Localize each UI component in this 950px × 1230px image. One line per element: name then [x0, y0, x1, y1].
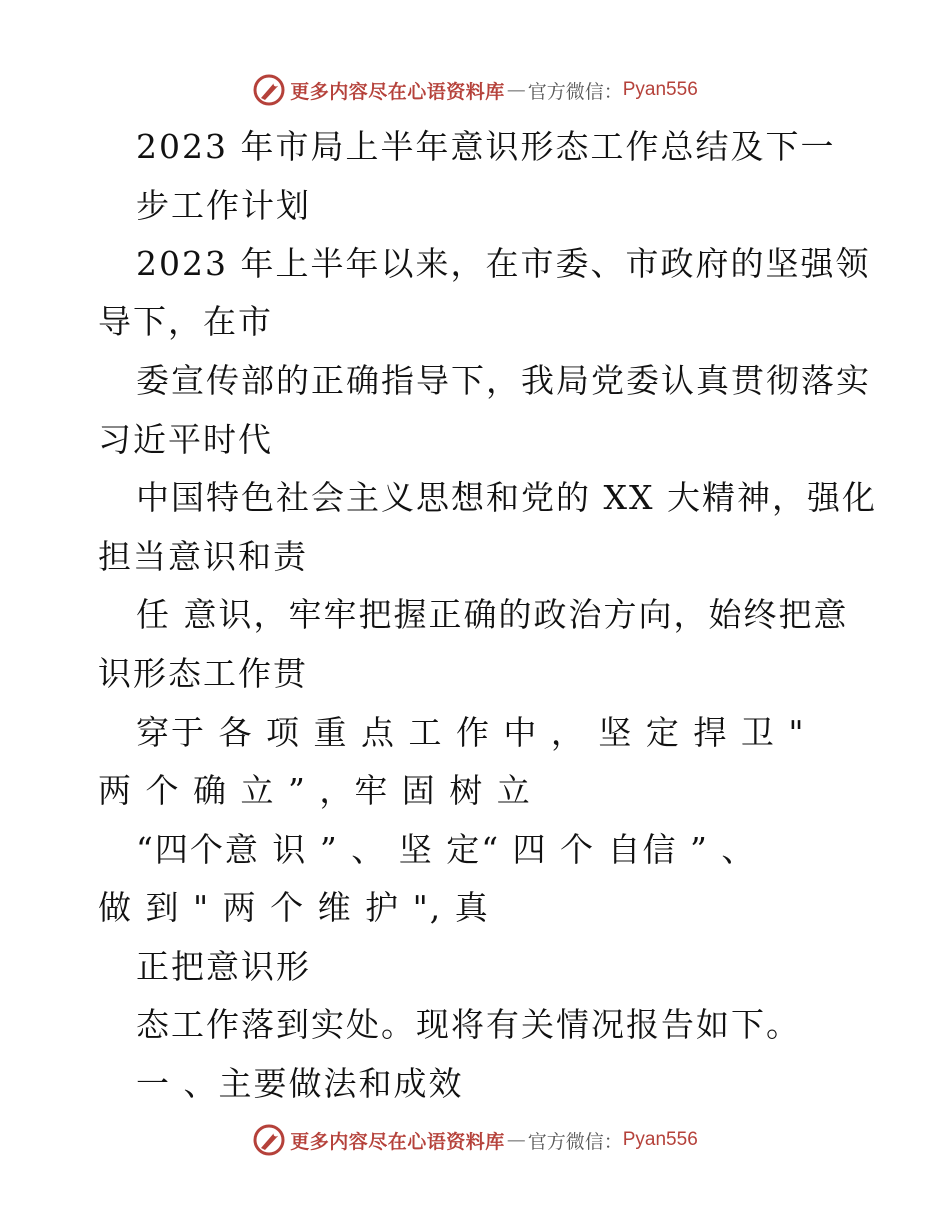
paragraph-line: 习近平时代 [98, 420, 273, 459]
watermark-wechat-id: Pyan556 [622, 79, 698, 100]
paragraph-line: 正把意识形 [136, 947, 311, 986]
paragraph-line: 两 个 确 立 ” ，牢 固 树 立 [98, 771, 532, 810]
paragraph-line: 2023 年上半年以来，在市委、市政府的坚强领 [136, 244, 871, 283]
watermark-dash: — [506, 79, 526, 101]
paragraph-line: 穿于 各 项 重 点 工 作 中 ， 坚 定 捍 卫 " [136, 713, 806, 752]
paragraph-line: 中国特色社会主义思想和党的 XX 大精神，强化 [136, 478, 877, 517]
document-title-line-1: 2023 年市局上半年意识形态工作总结及下一 [136, 127, 836, 166]
watermark-text: 更多内容尽在心语资料库 [290, 80, 505, 103]
paragraph-line: “四个意 识 ” 、 坚 定“ 四 个 自信 ” 、 [136, 830, 757, 869]
document-title-line-2: 步工作计划 [136, 186, 311, 225]
paragraph-line: 担当意识和责 [98, 537, 308, 576]
watermark-official-label: 官方微信： [527, 1130, 623, 1153]
watermark-dash: — [506, 1129, 526, 1151]
paragraph-line: 委宣传部的正确指导下，我局党委认真贯彻落实 [136, 361, 871, 400]
paragraph-line: 态工作落到实处。现将有关情况报告如下。 [136, 1005, 801, 1044]
paragraph-line: 做 到 " 两 个 维 护 ", 真 [98, 888, 490, 927]
paragraph-line: 任 意识，牢牢把握正确的政治方向，始终把意 [136, 595, 849, 634]
section-heading: 一 、主要做法和成效 [136, 1064, 464, 1103]
watermark-wechat-id: Pyan556 [622, 1129, 698, 1150]
paragraph-line: 识形态工作贯 [98, 654, 308, 693]
paragraph-line: 导下，在市 [98, 302, 273, 341]
watermark-footer [0, 1120, 950, 1160]
pen-logo-icon [252, 1123, 286, 1157]
watermark-text: 更多内容尽在心语资料库 [290, 1130, 505, 1153]
watermark-official-label: 官方微信： [527, 80, 623, 103]
